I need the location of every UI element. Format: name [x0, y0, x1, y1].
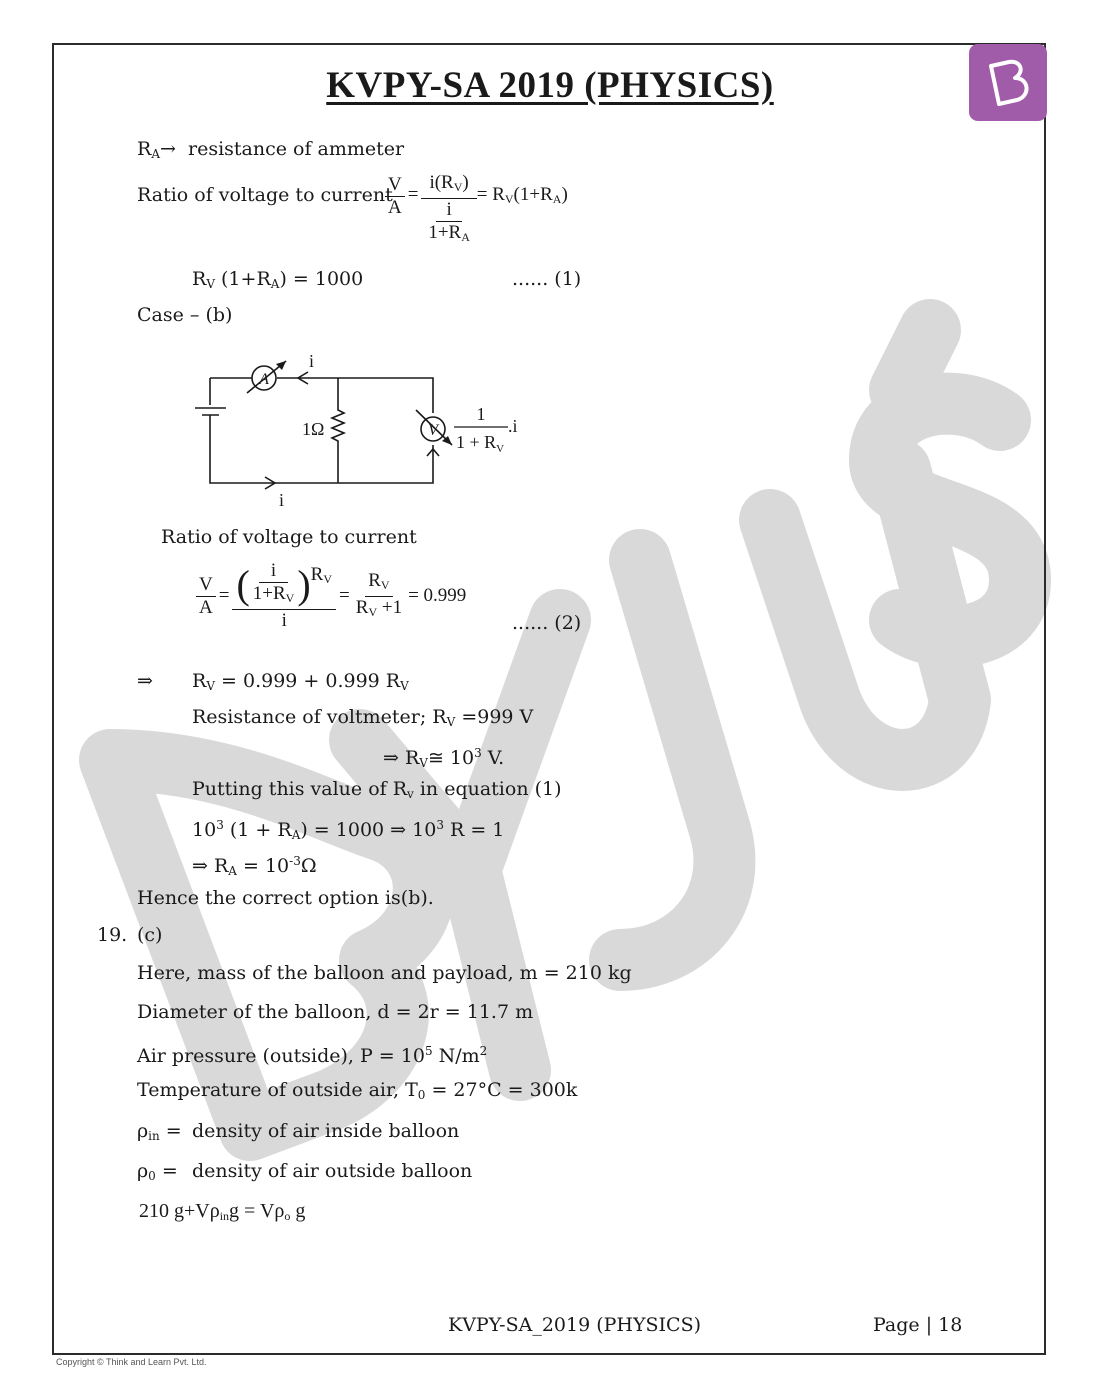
voltmeter-label: V: [428, 422, 438, 439]
branch-fraction-den: $1 + R_V$: [456, 432, 505, 455]
step-solve-ra: $10^3$ $(1 + R_A) = 1000$ ⇒ $10^3$ R = 1: [192, 818, 505, 842]
rho-in-description: density of air inside balloon: [192, 1120, 460, 1142]
resistor-label: 1Ω: [302, 419, 325, 439]
equation-2-tag: ...... (2): [512, 612, 582, 634]
ammeter-resistance-definition: $R_A\to$ resistance of ammeter: [137, 138, 405, 161]
copyright-notice: Copyright © Think and Learn Pvt. Ltd.: [56, 1357, 207, 1367]
implies-arrow: ⇒: [137, 670, 153, 692]
step-voltmeter-resistance: Resistance of voltmeter; $R_V =999$ V: [192, 706, 534, 729]
step-rv-equation: $R_V = 0.999 + 0.999$ $R_V$: [192, 670, 409, 693]
rho-in-definition: $\rho_{in}$ =: [137, 1120, 182, 1143]
page-number: Page | 18: [873, 1314, 963, 1336]
outside-temperature: Temperature of outside air, $T_0 = 27^\circ C = 300k$: [137, 1079, 578, 1102]
balloon-mass: Here, mass of the balloon and payload, m = 210 kg: [137, 962, 632, 984]
ratio-label-2: Ratio of voltage to current: [161, 526, 417, 548]
buoyancy-equation: 210 $g+V\rho_{in}g = V\rho_o$ g: [139, 1200, 306, 1223]
rho-0-definition: $\rho_0$ =: [137, 1160, 178, 1183]
step-substitute: Putting this value of $R_v$ in equation (1): [192, 778, 562, 801]
question-number: 19.: [97, 924, 128, 946]
page-title: KVPY-SA 2019 (PHYSICS): [326, 65, 774, 106]
conclusion: Hence the correct option is(b).: [137, 887, 434, 909]
equation-1: $R_V$ $(1+R_A) = 1000$: [192, 268, 364, 291]
case-label: Case – (b): [137, 304, 233, 326]
circuit-diagram: [190, 345, 540, 515]
current-bottom-label: i: [279, 490, 285, 510]
step-rv-approx: ⇒ $R_V≅$ $10^3$ V.: [383, 746, 505, 770]
footer-document-title: KVPY-SA_2019 (PHYSICS): [448, 1314, 702, 1336]
current-top-label: i: [309, 351, 315, 371]
ratio-equation-1: $\frac{V}{A}$ = $\frac{i(R_V)}{\frac{i}{1+R_A}}$ = $R_V(1+R_A)$: [385, 172, 568, 248]
byjus-logo-icon: [969, 44, 1047, 121]
equation-1-tag: ...... (1): [512, 268, 582, 290]
branch-fraction-suffix: .i: [508, 416, 518, 436]
balloon-diameter: Diameter of the balloon, d = 2r = 11.7 m: [137, 1001, 534, 1023]
ratio-equation-2: $\frac{V}{A}$ = ( $\frac{i}{1+R_V}$ ) $R_V$ i = $\frac{R_V}{R_V +1}$ = 0.999: [196, 560, 466, 632]
rho-0-description: density of air outside balloon: [192, 1160, 473, 1182]
ammeter-label: A: [259, 371, 269, 388]
step-ra-result: ⇒ $R_A = 10^{-3}\Omega$: [192, 854, 317, 878]
question-answer: (c): [137, 924, 163, 946]
air-pressure: Air pressure (outside), $P = 10^5$ $N/m^2$: [137, 1044, 488, 1067]
branch-fraction-num: 1: [476, 404, 486, 424]
ratio-label-1: Ratio of voltage to current: [137, 184, 393, 206]
